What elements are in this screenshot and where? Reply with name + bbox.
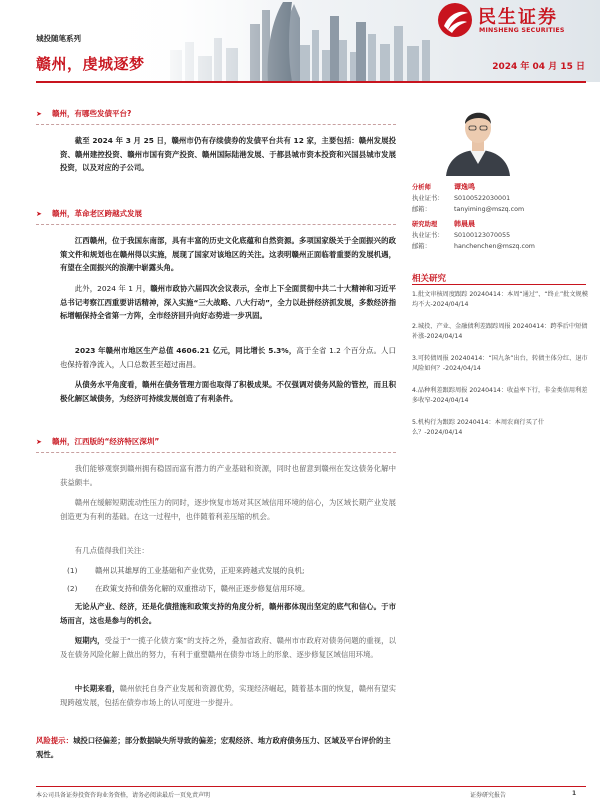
list-item-text: 赣州以其雄厚的工业基础和产业优势，正迎来跨越式发展的良机; bbox=[95, 566, 305, 575]
section-2-paragraph-3 bbox=[60, 344, 396, 371]
report-series: 城投随笔系列 bbox=[36, 34, 81, 43]
paragraph-bold-text: 赣州市政协六届四次会议表示，全市上下全面贯彻中共二十大精神和习近平总书记考察江西重要讲话精神，深入实施“三大战略、八大行动”，全力以赴拼经济抓发展，多数经济指标增幅保持全省第一方阵，全市经济回升向好态势进一步巩固。 bbox=[60, 284, 396, 321]
related-research-item[interactable]: 2.城投、产业、金融债利差跟踪周报 20240414：跨季后中短债补涨-2024/04/14 bbox=[412, 323, 588, 341]
section-heading-2 bbox=[36, 208, 142, 219]
analyst-role: 分析师 bbox=[412, 184, 431, 191]
section-arrow-icon: ➤ bbox=[36, 438, 42, 446]
section-heading-text: 赣州，有哪些发债平台? bbox=[52, 109, 132, 118]
page-title: 赣州，虔城逐梦 bbox=[36, 55, 145, 73]
section-2-paragraph-1: 江西赣州，位于我国东南部，具有丰富的历史文化底蕴和自然资源。多项国家级关于全面振兴的政策文件和规划也在赣州得以实施，展现了国家对该地区的关注。这表明赣州正面临着重要的发展机遇，有望在全面振兴的浪潮中崭露头角。 bbox=[60, 236, 396, 273]
list-item-number: (2) bbox=[67, 584, 78, 593]
analyst-card-1 bbox=[412, 182, 587, 215]
paragraph-plain-text: 受益于“一揽子化债方案”的支持之外，叠加省政府、赣州市市政府对债务问题的重视，以及在债务风险化解上做出的努力，有利于重塑赣州在债券市场上的形象、逐步修复区域信用环境。 bbox=[60, 636, 396, 659]
cert-label: 执业证书： bbox=[412, 232, 444, 239]
footer-doc-type: 证券研究报告 bbox=[470, 792, 507, 799]
report-date: 2024 年 04 月 15 日 bbox=[492, 62, 585, 72]
section-3-paragraph-1: 我们能够观察到赣州拥有稳固而富有潜力的产业基础和资源，同时也留意到赣州在发这债务化解中获益颇丰。 bbox=[60, 464, 396, 487]
section-arrow-icon: ➤ bbox=[36, 110, 42, 118]
minsheng-logo-icon bbox=[436, 2, 474, 38]
page-number: 1 bbox=[572, 790, 577, 797]
related-research-item[interactable]: 1.批文审核周度跟踪 20240414：本周“通过”、“终止”批文规模均不大-2024/04/14 bbox=[412, 291, 588, 309]
section-arrow-icon: ➤ bbox=[36, 210, 42, 218]
section-3-paragraph-6 bbox=[60, 682, 396, 709]
logo-english-name: MINSHENG SECURITIES bbox=[479, 27, 565, 34]
paragraph-plain-text: 高于全省 1.2 个百分点。人口也保持着净流入，人口总数甚至超过南昌。 bbox=[60, 346, 396, 369]
risk-text: 城投口径偏差；部分数据缺失所导致的偏差；宏观经济、地方政府债务压力、区域及平台评价的主观性。 bbox=[36, 736, 391, 759]
section-3-paragraph-4: 无论从产业、经济，还是化债措施和政策支持的角度分析，赣州都体现出坚定的底气和信心。于市场而言，这也是参与的机会。 bbox=[60, 602, 396, 625]
section-heading-text: 赣州，革命老区跨越式发展 bbox=[52, 209, 142, 218]
section-heading-1 bbox=[36, 108, 131, 119]
paragraph-bold-lead: 中长期来看， bbox=[74, 684, 120, 693]
related-research-heading: 相关研究 bbox=[412, 274, 447, 284]
related-research-item[interactable]: 3.可转债周报 20240414：“国九条”出台，转债主体分红、退市风险如何？-2024/04/14 bbox=[412, 355, 588, 373]
section-divider bbox=[36, 124, 396, 125]
list-item bbox=[67, 582, 396, 596]
analyst-name: 谭逸鸣 bbox=[454, 183, 475, 191]
header-divider bbox=[36, 81, 586, 83]
paragraph-bold-lead: 短期内， bbox=[74, 636, 105, 645]
section-divider bbox=[36, 224, 396, 225]
paragraph-plain-text: 此外，2024 年 1 月， bbox=[74, 284, 151, 293]
analyst-card-2 bbox=[412, 219, 587, 252]
analyst-cert: S0100123070055 bbox=[454, 232, 511, 239]
report-header bbox=[0, 0, 600, 96]
risk-label: 风险提示： bbox=[36, 736, 73, 745]
footer-disclaimer: 本公司具备证券投资咨询业务资格，请务必阅读最后一页免责声明 bbox=[36, 792, 211, 799]
section-3-paragraph-3: 有几点值得我们关注： bbox=[74, 546, 149, 555]
footer-divider bbox=[36, 786, 586, 787]
risk-warning bbox=[36, 734, 398, 761]
list-item-text: 在政策支持和债务化解的双重推动下，赣州正逐步修复信用环境。 bbox=[95, 584, 310, 593]
section-3-paragraph-5 bbox=[60, 634, 396, 661]
related-research-item[interactable]: 4.品种利差跟踪周报 20240414：收益率下行，非金类信用利差多收窄-2024/04/14 bbox=[412, 387, 588, 405]
list-item-number: (1) bbox=[67, 566, 78, 575]
section-2-paragraph-2 bbox=[60, 282, 396, 323]
analyst-role: 研究助理 bbox=[412, 221, 438, 228]
section-heading-3 bbox=[36, 436, 159, 447]
analyst-cert: S0100522030001 bbox=[454, 195, 511, 202]
related-research-divider bbox=[412, 284, 586, 285]
section-1-paragraph: 截至 2024 年 3 月 25 日，赣州市仍有存续债券的发债平台共有 12 家，主要包括：赣州发展投资、赣州建控投资、赣州市国有资产投资、赣州国际陆港发展、于都县城市资本投资和兴国县城市发展投资，以及对应的子公司。 bbox=[60, 136, 396, 173]
paragraph-plain-text: 赣州依托自身产业发展和资源优势，实现经济崛起，随着基本面的恢复，赣州有望实现跨越发展，包括在债券市场上的认可度进一步提升。 bbox=[60, 684, 396, 707]
section-divider bbox=[36, 452, 396, 453]
analyst-photo bbox=[436, 92, 520, 176]
section-heading-text: 赣州，江西版的“经济特区深圳” bbox=[52, 437, 160, 446]
list-item bbox=[67, 564, 396, 578]
section-3-paragraph-2: 赣州在缓解短期流动性压力的同时，逐步恢复市场对其区域信用环境的信心，为区域长期产业发展创造更为有利的基础。在这一过程中，也伴随着利差压缩的机会。 bbox=[60, 498, 396, 521]
analyst-email: tanyiming@mszq.com bbox=[454, 206, 525, 213]
logo-chinese-name: 民生证券 bbox=[478, 7, 558, 28]
related-research-item[interactable]: 5.机构行为跟踪 20240414：本周农商行买了什么？-2024/04/14 bbox=[412, 419, 545, 437]
cert-label: 执业证书： bbox=[412, 195, 444, 202]
paragraph-bold-text: 2023 年赣州市地区生产总值 4606.21 亿元，同比增长 5.3%， bbox=[74, 346, 297, 355]
analyst-email: hanchenchen@mszq.com bbox=[454, 243, 535, 250]
analyst-name: 韩晨晨 bbox=[454, 220, 475, 228]
minsheng-logo bbox=[436, 2, 586, 40]
email-label: 邮箱： bbox=[412, 206, 431, 213]
email-label: 邮箱： bbox=[412, 243, 431, 250]
section-2-paragraph-4: 从债务水平角度看，赣州在债务管理方面也取得了积极成果。不仅强调对债务风险的管控，而且积极化解区域债务，为经济可持续发展创造了有利条件。 bbox=[60, 380, 396, 403]
